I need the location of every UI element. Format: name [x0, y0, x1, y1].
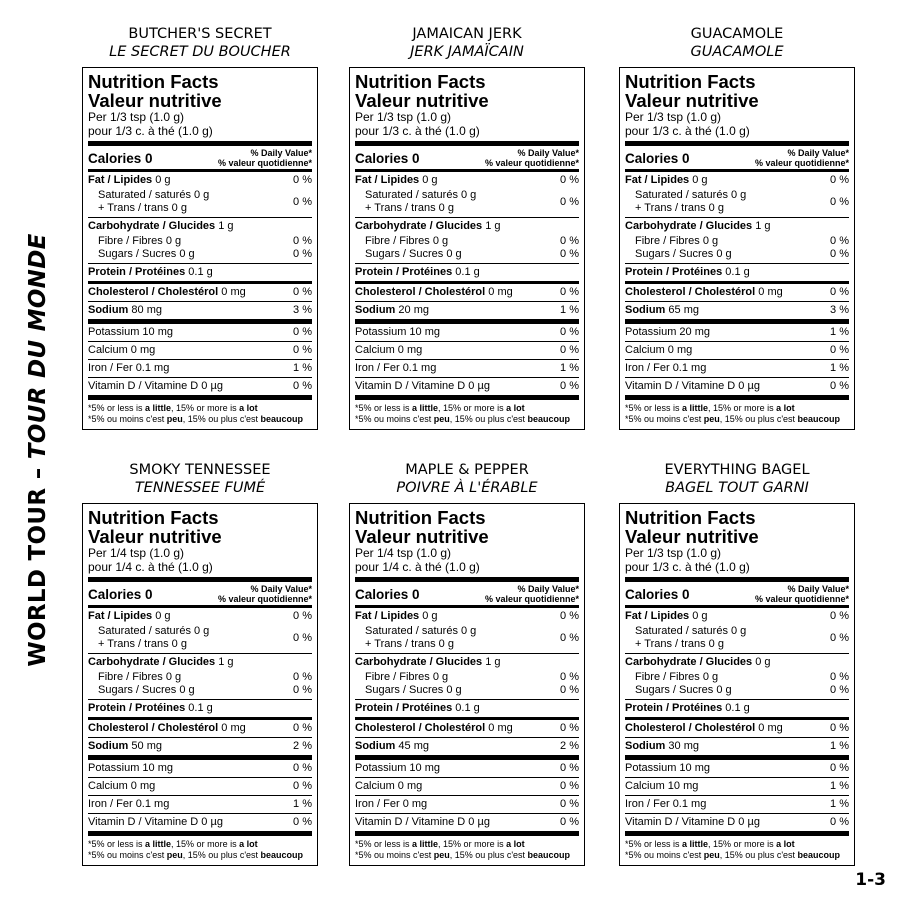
- saturated-trans-row: Saturated / saturés 0 g + Trans / trans 0 g 0 %: [365, 189, 579, 214]
- sodium-row: Sodium 20 mg 1 %: [355, 304, 579, 316]
- nutrition-facts-table: [349, 503, 585, 866]
- nutrition-title-en: Nutrition Facts: [88, 71, 219, 92]
- nutrition-title-fr: Valeur nutritive: [625, 90, 759, 111]
- serving-size-fr: pour 1/4 c. à thé (1.0 g): [88, 560, 213, 574]
- carbohydrate-row: Carbohydrate / Glucides 1 g: [625, 220, 771, 232]
- sugars-row: Sugars / Sucres 0 g 0 %: [98, 684, 312, 696]
- fibre-row: Fibre / Fibres 0 g 0 %: [635, 235, 849, 247]
- calcium-row: Calcium 0 mg 0 %: [88, 780, 312, 792]
- vitamin-d-row: Vitamin D / Vitamine D 0 µg 0 %: [625, 816, 849, 828]
- footnote: *5% or less is a little, 15% or more is a lot *5% ou moins c'est peu, 15% ou plus c'est beaucoup: [88, 839, 304, 860]
- potassium-row: Potassium 20 mg 1 %: [625, 326, 849, 338]
- potassium-row: Potassium 10 mg 0 %: [625, 762, 849, 774]
- product-column: [82, 25, 318, 430]
- saturated-trans-row: Saturated / saturés 0 g + Trans / trans 0 g 0 %: [98, 189, 312, 214]
- iron-row: Iron / Fer 0.1 mg 1 %: [625, 798, 849, 810]
- nutrition-title-en: Nutrition Facts: [355, 71, 486, 92]
- serving-size-fr: pour 1/3 c. à thé (1.0 g): [625, 560, 750, 574]
- potassium-row: Potassium 10 mg 0 %: [88, 326, 312, 338]
- footnote: *5% or less is a little, 15% or more is a lot *5% ou moins c'est peu, 15% ou plus c'est beaucoup: [355, 403, 571, 424]
- calories-label: Calories 0: [88, 586, 153, 602]
- serving-size-fr: pour 1/4 c. à thé (1.0 g): [355, 560, 480, 574]
- serving-size-en: Per 1/4 tsp (1.0 g): [88, 546, 185, 560]
- carbohydrate-row: Carbohydrate / Glucides 1 g: [88, 656, 234, 668]
- product-name-en: JAMAICAN JERK: [412, 26, 522, 42]
- calcium-row: Calcium 0 mg 0 %: [625, 344, 849, 356]
- side-title-fr: TOUR DU MONDE: [25, 233, 51, 460]
- nutrition-title-en: Nutrition Facts: [355, 507, 486, 528]
- sodium-row: Sodium 50 mg 2 %: [88, 740, 312, 752]
- cholesterol-row: Cholesterol / Cholestérol 0 mg 0 %: [625, 286, 849, 298]
- daily-value-header: % Daily Value* % valeur quotidienne*: [217, 148, 312, 168]
- serving-size-en: Per 1/3 tsp (1.0 g): [625, 546, 722, 560]
- vitamin-d-row: Vitamin D / Vitamine D 0 µg 0 %: [88, 816, 312, 828]
- calories-label: Calories 0: [625, 150, 690, 166]
- carbohydrate-row: Carbohydrate / Glucides 1 g: [88, 220, 234, 232]
- product-heading: [82, 461, 318, 497]
- fibre-row: Fibre / Fibres 0 g 0 %: [98, 671, 312, 683]
- iron-row: Iron / Fer 0 mg 0 %: [355, 798, 579, 810]
- product-name-en: MAPLE & PEPPER: [405, 462, 529, 478]
- nutrition-title-en: Nutrition Facts: [625, 507, 756, 528]
- carbohydrate-row: Carbohydrate / Glucides 1 g: [355, 656, 501, 668]
- product-name-fr: BAGEL TOUT GARNI: [665, 480, 809, 496]
- iron-row: Iron / Fer 0.1 mg 1 %: [355, 362, 579, 374]
- product-name-fr: TENNESSEE FUMÉ: [134, 480, 266, 496]
- product-heading: [349, 461, 585, 497]
- potassium-row: Potassium 10 mg 0 %: [88, 762, 312, 774]
- protein-row: Protein / Protéines 0.1 g: [355, 266, 480, 278]
- nutrition-facts-table: [82, 67, 318, 430]
- footnote: *5% or less is a little, 15% or more is a lot *5% ou moins c'est peu, 15% ou plus c'est beaucoup: [88, 403, 304, 424]
- fat-row: Fat / Lipides 0 g 0 %: [355, 610, 579, 622]
- sugars-row: Sugars / Sucres 0 g 0 %: [635, 684, 849, 696]
- calcium-row: Calcium 0 mg 0 %: [88, 344, 312, 356]
- product-name-en: EVERYTHING BAGEL: [664, 462, 810, 478]
- vitamin-d-row: Vitamin D / Vitamine D 0 µg 0 %: [355, 380, 579, 392]
- fat-row: Fat / Lipides 0 g 0 %: [88, 174, 312, 186]
- saturated-trans-row: Saturated / saturés 0 g + Trans / trans 0 g 0 %: [635, 189, 849, 214]
- product-name-en: GUACAMOLE: [690, 26, 784, 42]
- calories-label: Calories 0: [355, 150, 420, 166]
- calories-label: Calories 0: [88, 150, 153, 166]
- nutrition-facts-table: [349, 67, 585, 430]
- vitamin-d-row: Vitamin D / Vitamine D 0 µg 0 %: [625, 380, 849, 392]
- footnote: *5% or less is a little, 15% or more is a lot *5% ou moins c'est peu, 15% ou plus c'est beaucoup: [625, 839, 841, 860]
- product-heading: [82, 25, 318, 61]
- cholesterol-row: Cholesterol / Cholestérol 0 mg 0 %: [625, 722, 849, 734]
- iron-row: Iron / Fer 0.1 mg 1 %: [88, 362, 312, 374]
- product-name-fr: GUACAMOLE: [690, 44, 784, 60]
- footnote: *5% or less is a little, 15% or more is a lot *5% ou moins c'est peu, 15% ou plus c'est beaucoup: [625, 403, 841, 424]
- nutrition-title-fr: Valeur nutritive: [88, 90, 222, 111]
- daily-value-header: % Daily Value* % valeur quotidienne*: [484, 584, 579, 604]
- serving-size-en: Per 1/4 tsp (1.0 g): [355, 546, 452, 560]
- fibre-row: Fibre / Fibres 0 g 0 %: [365, 671, 579, 683]
- fibre-row: Fibre / Fibres 0 g 0 %: [635, 671, 849, 683]
- protein-row: Protein / Protéines 0.1 g: [88, 266, 213, 278]
- serving-size-en: Per 1/3 tsp (1.0 g): [355, 110, 452, 124]
- product-name-en: BUTCHER'S SECRET: [128, 26, 272, 42]
- serving-size-fr: pour 1/3 c. à thé (1.0 g): [625, 124, 750, 138]
- product-column: [619, 461, 855, 866]
- nutrition-facts-table: [619, 503, 855, 866]
- cholesterol-row: Cholesterol / Cholestérol 0 mg 0 %: [355, 722, 579, 734]
- sugars-row: Sugars / Sucres 0 g 0 %: [635, 248, 849, 260]
- nutrition-title-fr: Valeur nutritive: [625, 526, 759, 547]
- nutrition-facts-table: [82, 503, 318, 866]
- product-name-fr: POIVRE À L'ÉRABLE: [396, 480, 538, 496]
- side-title-en: WORLD TOUR –: [25, 467, 51, 667]
- cholesterol-row: Cholesterol / Cholestérol 0 mg 0 %: [88, 286, 312, 298]
- iron-row: Iron / Fer 0.1 mg 1 %: [88, 798, 312, 810]
- product-heading: [349, 25, 585, 61]
- nutrition-facts-table: [619, 67, 855, 430]
- fat-row: Fat / Lipides 0 g 0 %: [625, 174, 849, 186]
- saturated-trans-row: Saturated / saturés 0 g + Trans / trans 0 g 0 %: [635, 625, 849, 650]
- protein-row: Protein / Protéines 0.1 g: [355, 702, 480, 714]
- footnote: *5% or less is a little, 15% or more is a lot *5% ou moins c'est peu, 15% ou plus c'est beaucoup: [355, 839, 571, 860]
- sodium-row: Sodium 30 mg 1 %: [625, 740, 849, 752]
- side-title: [25, 233, 51, 666]
- product-name-fr: LE SECRET DU BOUCHER: [109, 44, 291, 60]
- serving-size-fr: pour 1/3 c. à thé (1.0 g): [88, 124, 213, 138]
- saturated-trans-row: Saturated / saturés 0 g + Trans / trans 0 g 0 %: [365, 625, 579, 650]
- calcium-row: Calcium 10 mg 1 %: [625, 780, 849, 792]
- fibre-row: Fibre / Fibres 0 g 0 %: [365, 235, 579, 247]
- sugars-row: Sugars / Sucres 0 g 0 %: [98, 248, 312, 260]
- nutrition-title-fr: Valeur nutritive: [88, 526, 222, 547]
- cholesterol-row: Cholesterol / Cholestérol 0 mg 0 %: [355, 286, 579, 298]
- fibre-row: Fibre / Fibres 0 g 0 %: [98, 235, 312, 247]
- product-name-en: SMOKY TENNESSEE: [129, 462, 271, 478]
- sugars-row: Sugars / Sucres 0 g 0 %: [365, 248, 579, 260]
- vitamin-d-row: Vitamin D / Vitamine D 0 µg 0 %: [355, 816, 579, 828]
- serving-size-en: Per 1/3 tsp (1.0 g): [88, 110, 185, 124]
- product-heading: [619, 461, 855, 497]
- product-column: [349, 461, 585, 866]
- potassium-row: Potassium 10 mg 0 %: [355, 326, 579, 338]
- daily-value-header: % Daily Value* % valeur quotidienne*: [484, 148, 579, 168]
- serving-size-fr: pour 1/3 c. à thé (1.0 g): [355, 124, 480, 138]
- sodium-row: Sodium 65 mg 3 %: [625, 304, 849, 316]
- calories-label: Calories 0: [625, 586, 690, 602]
- daily-value-header: % Daily Value* % valeur quotidienne*: [754, 148, 849, 168]
- daily-value-header: % Daily Value* % valeur quotidienne*: [754, 584, 849, 604]
- sodium-row: Sodium 80 mg 3 %: [88, 304, 312, 316]
- product-column: [619, 25, 855, 430]
- calcium-row: Calcium 0 mg 0 %: [355, 344, 579, 356]
- sugars-row: Sugars / Sucres 0 g 0 %: [365, 684, 579, 696]
- protein-row: Protein / Protéines 0.1 g: [88, 702, 213, 714]
- sodium-row: Sodium 45 mg 2 %: [355, 740, 579, 752]
- cholesterol-row: Cholesterol / Cholestérol 0 mg 0 %: [88, 722, 312, 734]
- nutrition-title-en: Nutrition Facts: [88, 507, 219, 528]
- carbohydrate-row: Carbohydrate / Glucides 1 g: [355, 220, 501, 232]
- nutrition-title-en: Nutrition Facts: [625, 71, 756, 92]
- fat-row: Fat / Lipides 0 g 0 %: [88, 610, 312, 622]
- calories-label: Calories 0: [355, 586, 420, 602]
- fat-row: Fat / Lipides 0 g 0 %: [355, 174, 579, 186]
- product-column: [82, 461, 318, 866]
- fat-row: Fat / Lipides 0 g 0 %: [625, 610, 849, 622]
- carbohydrate-row: Carbohydrate / Glucides 0 g: [625, 656, 771, 668]
- calcium-row: Calcium 0 mg 0 %: [355, 780, 579, 792]
- protein-row: Protein / Protéines 0.1 g: [625, 702, 750, 714]
- potassium-row: Potassium 10 mg 0 %: [355, 762, 579, 774]
- saturated-trans-row: Saturated / saturés 0 g + Trans / trans 0 g 0 %: [98, 625, 312, 650]
- serving-size-en: Per 1/3 tsp (1.0 g): [625, 110, 722, 124]
- product-column: [349, 25, 585, 430]
- page-number: 1-3: [855, 870, 886, 890]
- vitamin-d-row: Vitamin D / Vitamine D 0 µg 0 %: [88, 380, 312, 392]
- protein-row: Protein / Protéines 0.1 g: [625, 266, 750, 278]
- nutrition-title-fr: Valeur nutritive: [355, 90, 489, 111]
- daily-value-header: % Daily Value* % valeur quotidienne*: [217, 584, 312, 604]
- nutrition-title-fr: Valeur nutritive: [355, 526, 489, 547]
- iron-row: Iron / Fer 0.1 mg 1 %: [625, 362, 849, 374]
- product-heading: [619, 25, 855, 61]
- product-name-fr: JERK JAMAÏCAIN: [410, 44, 524, 60]
